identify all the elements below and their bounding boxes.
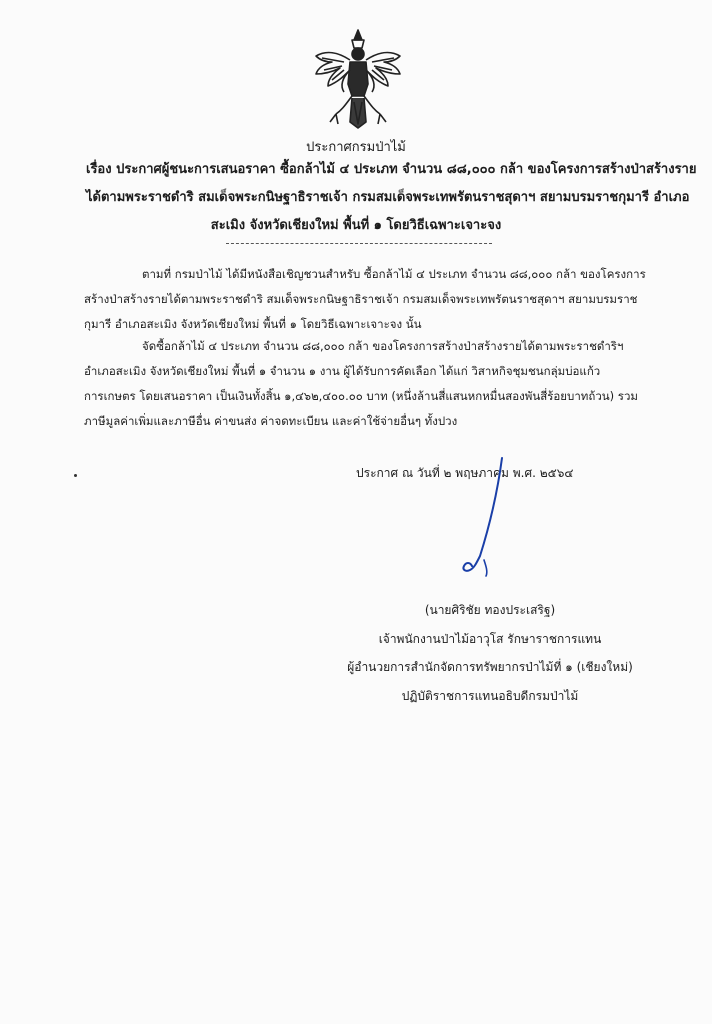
signer-block: [290, 596, 690, 710]
signer-name: (นายศิริชัย ทองประเสริฐ): [424, 603, 556, 617]
handwritten-signature: [440, 448, 540, 588]
paragraph-line: อำเภอสะเมิง จังหวัดเชียงใหม่ พื้นที่ ๑ จำนวน ๑ งาน ผู้ได้รับการคัดเลือก ได้แก่ วิสาหกิจชุมชนกลุ่มบ่อแก้ว: [84, 364, 601, 378]
subject-line: เรื่อง ประกาศผู้ชนะการเสนอราคา ซื้อกล้าไม้ ๔ ประเภท จำนวน ๘๘,๐๐๐ กล้า ของโครงการสร้างป่าสร้างราย: [86, 162, 697, 177]
subject-line: สะเมิง จังหวัดเชียงใหม่ พื้นที่ ๑ โดยวิธีเฉพาะเจาะจง: [210, 218, 502, 233]
announcement-date: ประกาศ ณ วันที่ ๒ พฤษภาคม พ.ศ. ๒๕๖๔: [356, 466, 574, 480]
signer-position: ปฏิบัติราชการแทนอธิบดีกรมป่าไม้: [401, 688, 579, 703]
org-title: ประกาศกรมป่าไม้: [306, 140, 406, 155]
paragraph-line: ตามที่ กรมป่าไม้ ได้มีหนังสือเชิญชวนสำหรับ ซื้อกล้าไม้ ๔ ประเภท จำนวน ๘๘,๐๐๐ กล้า ของโครงการ: [142, 267, 646, 281]
separator-line: [226, 243, 492, 244]
signer-position: ผู้อำนวยการสำนักจัดการทรัพยากรป่าไม้ที่ ๑ (เชียงใหม่): [347, 660, 633, 674]
announcement-subject: [86, 156, 697, 240]
paragraph-line: ภาษีมูลค่าเพิ่มและภาษีอื่น ค่าขนส่ง ค่าจดทะเบียน และค่าใช้จ่ายอื่นๆ ทั้งปวง: [84, 414, 458, 428]
paragraph-line: สร้างป่าสร้างรายได้ตามพระราชดำริ สมเด็จพระกนิษฐาธิราชเจ้า กรมสมเด็จพระเทพรัตนราชสุดาฯ สยามบรมราช: [84, 292, 638, 306]
scan-speck: [74, 474, 77, 477]
signer-position: เจ้าพนักงานป่าไม้อาวุโส รักษาราชการแทน: [378, 631, 602, 646]
paragraph-reference: [84, 262, 646, 337]
paragraph-line: จัดซื้อกล้าไม้ ๔ ประเภท จำนวน ๘๘,๐๐๐ กล้า ของโครงการสร้างป่าสร้างรายได้ตามพระราชดำริฯ: [142, 339, 624, 353]
paragraph-line: การเกษตร โดยเสนอราคา เป็นเงินทั้งสิ้น ๑,๔๖๒,๔๐๐.๐๐ บาท (หนึ่งล้านสี่แสนหกหมื่นสองพันสี่ร้อยบาทถ้วน) รวม: [84, 389, 639, 403]
garuda-emblem: [310, 26, 406, 130]
subject-line: ได้ตามพระราชดำริ สมเด็จพระกนิษฐาธิราชเจ้า กรมสมเด็จพระเทพรัตนราชสุดาฯ สยามบรมราชกุมารี อำเภอ: [86, 190, 690, 205]
paragraph-line: กุมารี อำเภอสะเมิง จังหวัดเชียงใหม่ พื้นที่ ๑ โดยวิธีเฉพาะเจาะจง นั้น: [84, 317, 422, 331]
paragraph-award: [84, 334, 640, 434]
